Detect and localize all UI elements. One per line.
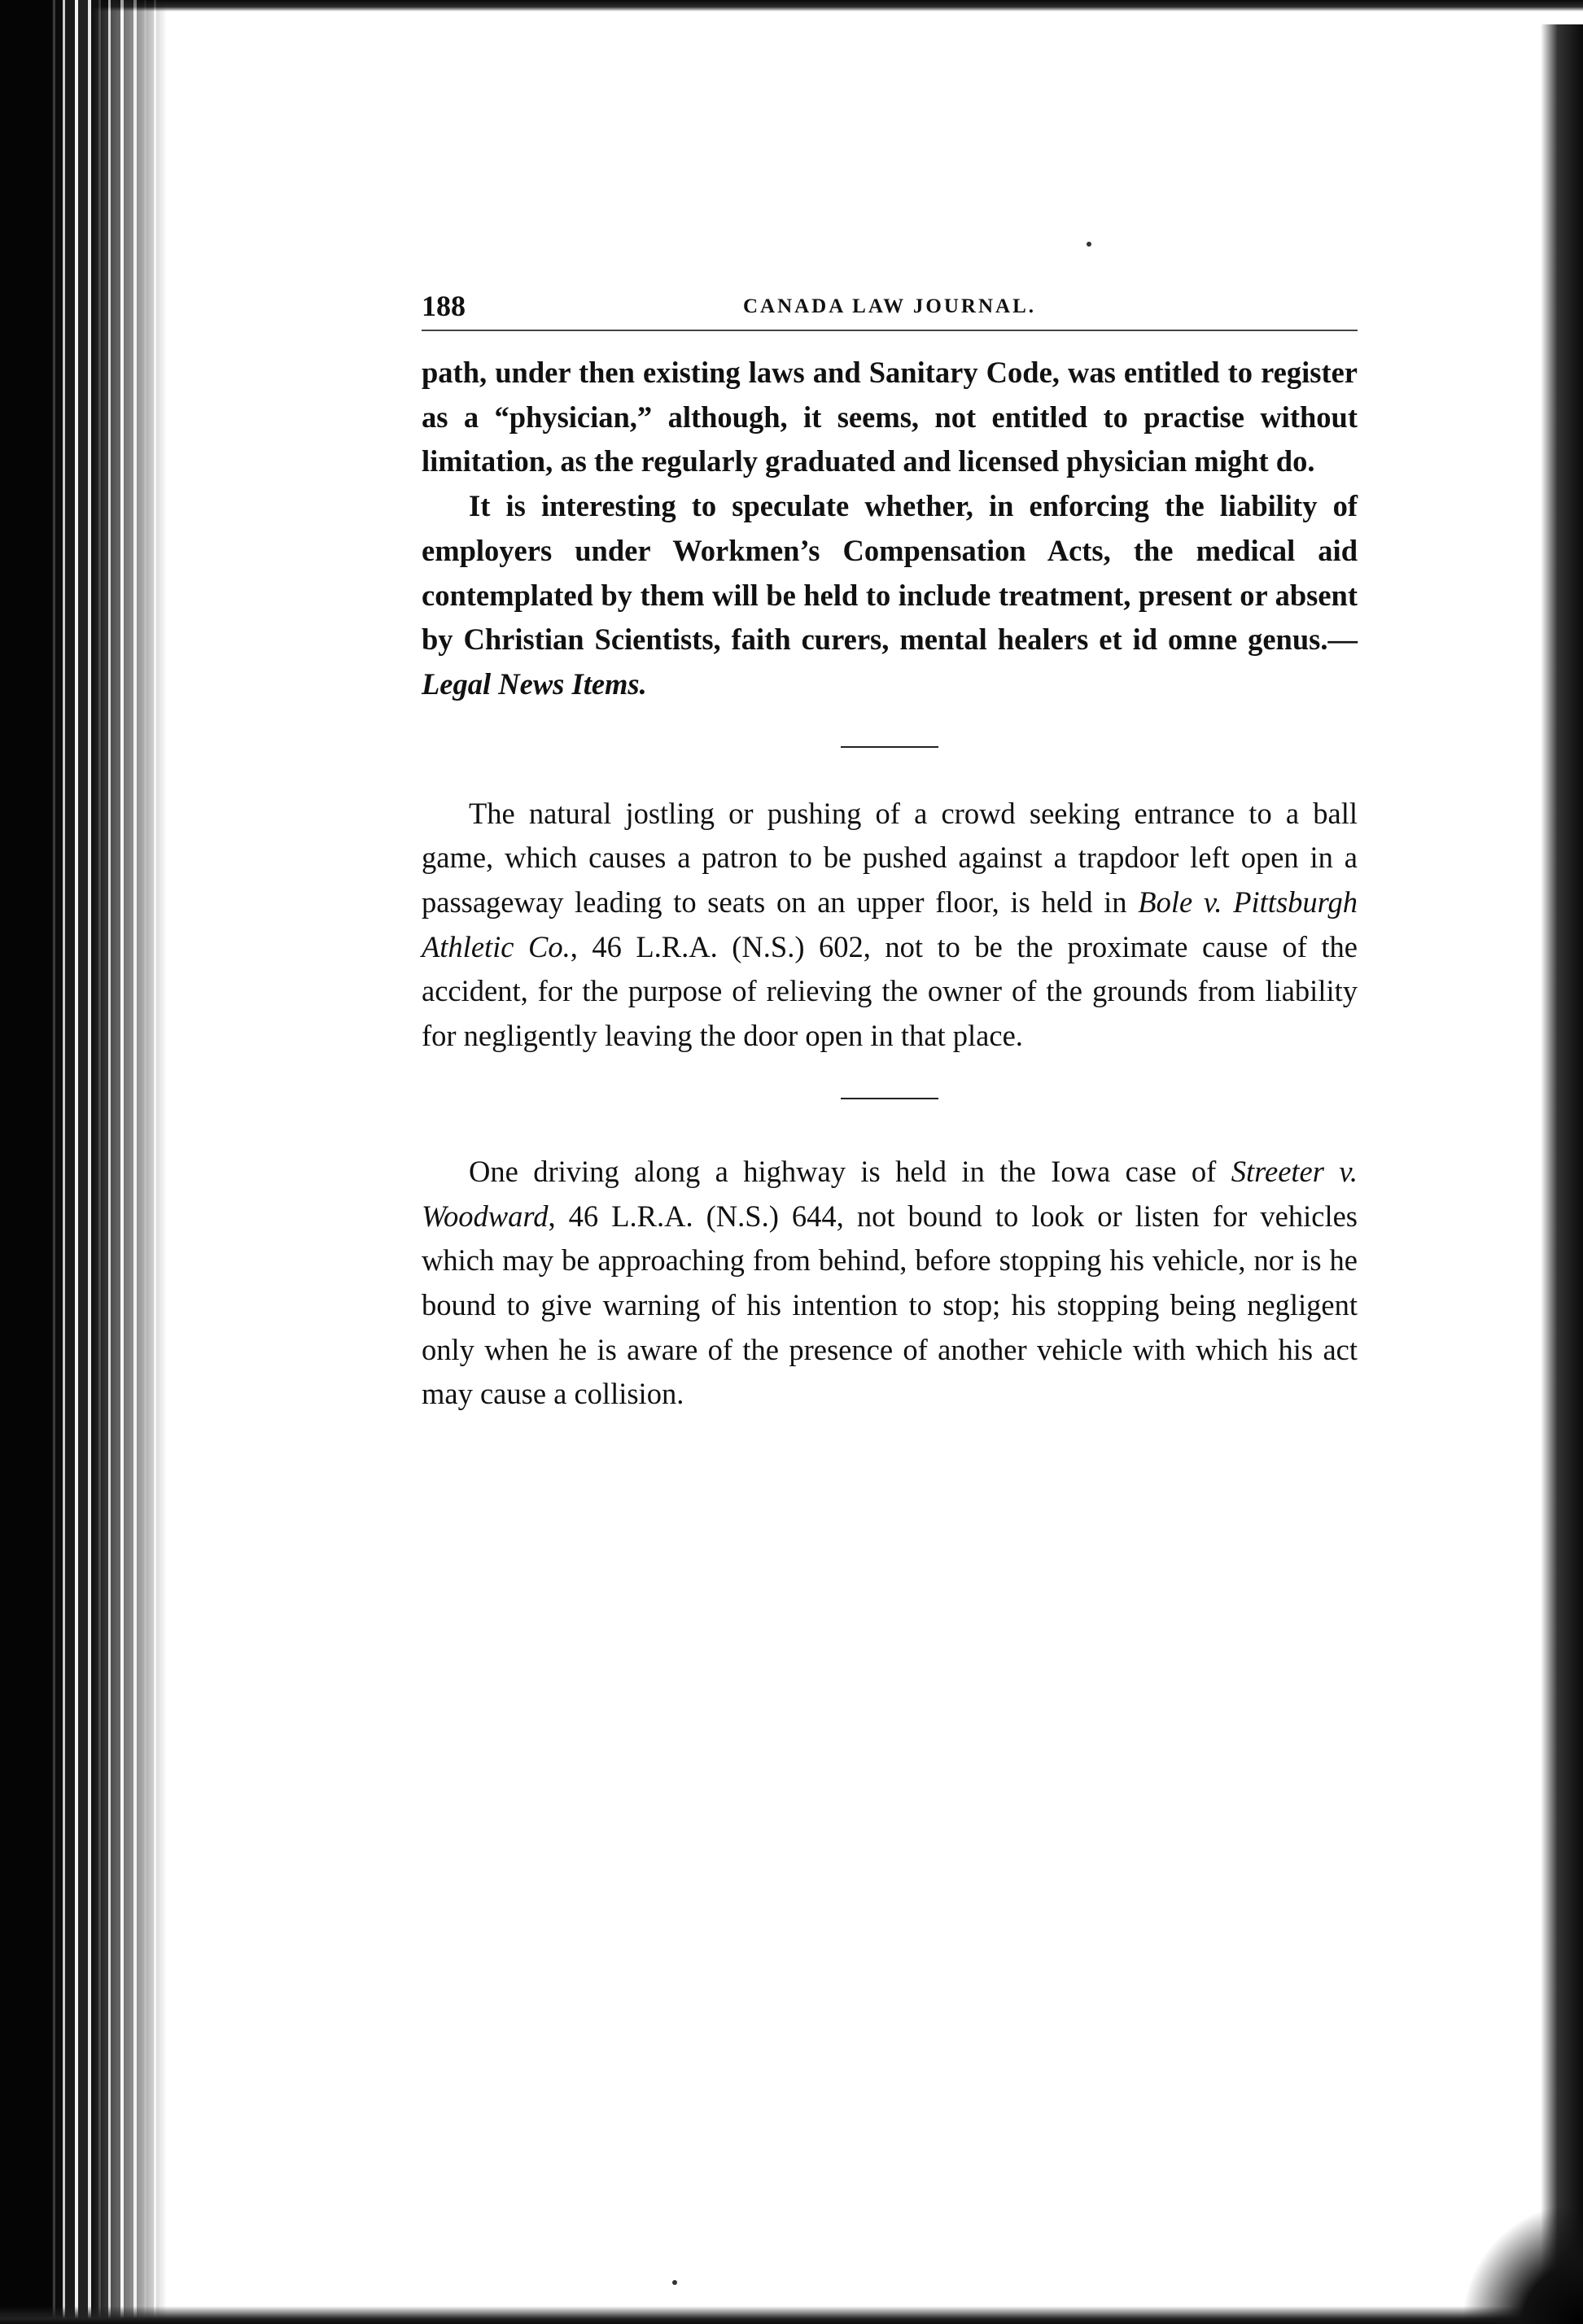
paragraph-ball-game bbox=[422, 792, 1358, 1059]
scan-corner-shadow bbox=[1461, 2202, 1583, 2324]
scan-border-top bbox=[0, 0, 1583, 11]
section-divider bbox=[841, 746, 938, 748]
speck bbox=[1087, 242, 1091, 247]
paragraph-continuation bbox=[422, 351, 1358, 484]
page-number: 188 bbox=[422, 290, 466, 322]
paragraph-text: The natural jostling or pushing of a crowd seeking entrance to a ball game, which causes a patron to be pushed against a trapdoor left open in a passageway leading to seats on an upper floor, is held in bbox=[422, 796, 1358, 920]
paragraph-text: , 46 L.R.A. (N.S.) 602, not to be the proximate cause of the accident, for the purpose of relieving the owner of the grounds from liability for negligently leaving the door open in that place. bbox=[422, 929, 1358, 1053]
case-name: Streeter v. Woodward bbox=[422, 1154, 1358, 1233]
scan-border-bottom bbox=[0, 2306, 1583, 2324]
source-citation: Legal News Items. bbox=[422, 666, 647, 701]
speck bbox=[672, 2280, 677, 2285]
paragraph-text: It is interesting to speculate whether, in enforcing the liability of employers under Workmen’s Compensation Acts, the medical aid contemplated by them will be held to include treatment, present or absent by Christian Scientists, faith curers, mental healers et id omne genus.— bbox=[422, 489, 1358, 657]
paragraph-speculation bbox=[422, 484, 1358, 707]
case-name: Bole v. Pittsburgh Athletic Co. bbox=[422, 885, 1358, 963]
journal-title: CANADA LAW JOURNAL. bbox=[742, 295, 1037, 317]
paragraph-text: , 46 L.R.A. (N.S.) 644, not bound to look or listen for vehicles which may be approaching from behind, before stopping his vehicle, nor is he bound to give warning of his intention to stop; his stopping being negligent only when he is aware of the presence of another vehicle with which his act may cause a collision. bbox=[422, 1199, 1358, 1411]
scan-border-left-edge bbox=[0, 0, 52, 2324]
section-divider bbox=[841, 1098, 938, 1099]
paragraph-text: path, under then existing laws and Sanitary Code, was entitled to register as a “physician,” although, it seems, not entitled to practise without limitation, as the regularly graduated and licensed physician might do. bbox=[422, 356, 1358, 478]
running-head bbox=[422, 289, 1358, 331]
paragraph-highway bbox=[422, 1150, 1358, 1417]
scan-border-right bbox=[1541, 24, 1583, 2324]
paragraph-text: One driving along a highway is held in the Iowa case of bbox=[469, 1154, 1231, 1188]
journal-page bbox=[422, 289, 1358, 1417]
